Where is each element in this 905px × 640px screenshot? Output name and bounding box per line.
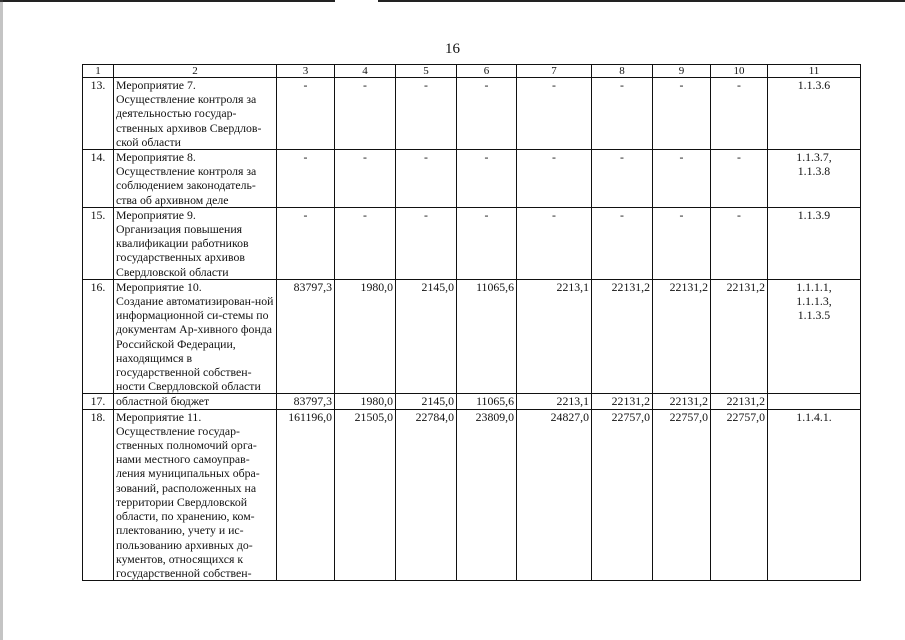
- cell-value: 2145,0: [396, 394, 457, 409]
- cell-value: -: [711, 78, 768, 150]
- row-number: 17.: [83, 394, 114, 409]
- cell-value: -: [335, 207, 396, 279]
- cell-value: 2213,1: [517, 279, 592, 394]
- cell-value: 22131,2: [592, 394, 653, 409]
- cell-value: 22757,0: [592, 409, 653, 580]
- cell-value: -: [396, 78, 457, 150]
- col-header-4: 4: [335, 65, 396, 78]
- cell-value: -: [653, 78, 711, 150]
- table-row: [83, 207, 861, 279]
- header-row: [83, 65, 861, 78]
- row-description: Мероприятие 8. Осуществление контроля за соблюдением законодатель-ства об архивном деле: [114, 150, 277, 208]
- cell-value: -: [457, 78, 517, 150]
- budget-table: [82, 64, 861, 581]
- cell-value: 2213,1: [517, 394, 592, 409]
- cell-value: -: [277, 207, 335, 279]
- cell-value: -: [592, 150, 653, 208]
- cell-value: 83797,3: [277, 279, 335, 394]
- cell-value: -: [592, 207, 653, 279]
- row-description: Мероприятие 7. Осуществление контроля за деятельностью государ-ственных архивов Свердлов-ской области: [114, 78, 277, 150]
- cell-value: -: [335, 150, 396, 208]
- top-border-left: [0, 0, 335, 2]
- cell-reference: [768, 394, 861, 409]
- col-header-9: 9: [653, 65, 711, 78]
- table-row: [83, 78, 861, 150]
- cell-value: -: [396, 150, 457, 208]
- col-header-10: 10: [711, 65, 768, 78]
- cell-reference: 1.1.3.9: [768, 207, 861, 279]
- cell-value: 2145,0: [396, 279, 457, 394]
- cell-reference: 1.1.3.7, 1.1.3.8: [768, 150, 861, 208]
- table-row: [83, 150, 861, 208]
- cell-value: 161196,0: [277, 409, 335, 580]
- table-row: [83, 409, 861, 580]
- cell-value: 83797,3: [277, 394, 335, 409]
- col-header-5: 5: [396, 65, 457, 78]
- col-header-8: 8: [592, 65, 653, 78]
- cell-value: 22131,2: [653, 394, 711, 409]
- col-header-11: 11: [768, 65, 861, 78]
- table-row: [83, 279, 861, 394]
- cell-value: -: [653, 150, 711, 208]
- cell-value: 22131,2: [592, 279, 653, 394]
- cell-value: -: [653, 207, 711, 279]
- row-description: областной бюджет: [114, 394, 277, 409]
- col-header-3: 3: [277, 65, 335, 78]
- table-row: [83, 394, 861, 409]
- row-number: 15.: [83, 207, 114, 279]
- top-border-right: [378, 0, 905, 2]
- cell-value: -: [517, 150, 592, 208]
- row-number: 13.: [83, 78, 114, 150]
- page-number: 16: [445, 41, 460, 57]
- cell-value: 11065,6: [457, 279, 517, 394]
- cell-value: -: [592, 78, 653, 150]
- row-number: 18.: [83, 409, 114, 580]
- cell-value: 22757,0: [711, 409, 768, 580]
- cell-value: 22757,0: [653, 409, 711, 580]
- cell-value: -: [457, 207, 517, 279]
- cell-value: -: [335, 78, 396, 150]
- cell-value: -: [396, 207, 457, 279]
- col-header-1: 1: [83, 65, 114, 78]
- cell-value: -: [277, 78, 335, 150]
- row-description: Мероприятие 9. Организация повышения квалификации работников государственных архивов Свердловской области: [114, 207, 277, 279]
- cell-value: -: [711, 207, 768, 279]
- cell-value: 23809,0: [457, 409, 517, 580]
- cell-reference: 1.1.1.1, 1.1.1.3, 1.1.3.5: [768, 279, 861, 394]
- cell-value: 11065,6: [457, 394, 517, 409]
- cell-value: -: [457, 150, 517, 208]
- cell-value: -: [517, 207, 592, 279]
- cell-reference: 1.1.3.6: [768, 78, 861, 150]
- cell-value: -: [517, 78, 592, 150]
- cell-value: 22784,0: [396, 409, 457, 580]
- row-number: 16.: [83, 279, 114, 394]
- col-header-2: 2: [114, 65, 277, 78]
- col-header-7: 7: [517, 65, 592, 78]
- cell-value: 22131,2: [653, 279, 711, 394]
- scan-edge: [0, 0, 3, 640]
- row-description: Мероприятие 10. Создание автоматизирован-ной информационной си-стемы по документам Ар-хивного фонда Российской Федерации, находящимся в государственной собствен-ности Свердловской области: [114, 279, 277, 394]
- col-header-6: 6: [457, 65, 517, 78]
- cell-value: -: [711, 150, 768, 208]
- cell-value: 1980,0: [335, 279, 396, 394]
- cell-value: 22131,2: [711, 279, 768, 394]
- row-description: Мероприятие 11. Осуществление государ-ственных полномочий орга-нами местного самоуправ-ления муниципальных обра-зований, расположенных на территории Свердловской области, по хранению, ком-плектованию, учету и ис-пользованию архивных до-кументов, относящихся к государственной собствен-: [114, 409, 277, 580]
- cell-reference: 1.1.4.1.: [768, 409, 861, 580]
- row-number: 14.: [83, 150, 114, 208]
- cell-value: -: [277, 150, 335, 208]
- cell-value: 1980,0: [335, 394, 396, 409]
- cell-value: 21505,0: [335, 409, 396, 580]
- cell-value: 24827,0: [517, 409, 592, 580]
- cell-value: 22131,2: [711, 394, 768, 409]
